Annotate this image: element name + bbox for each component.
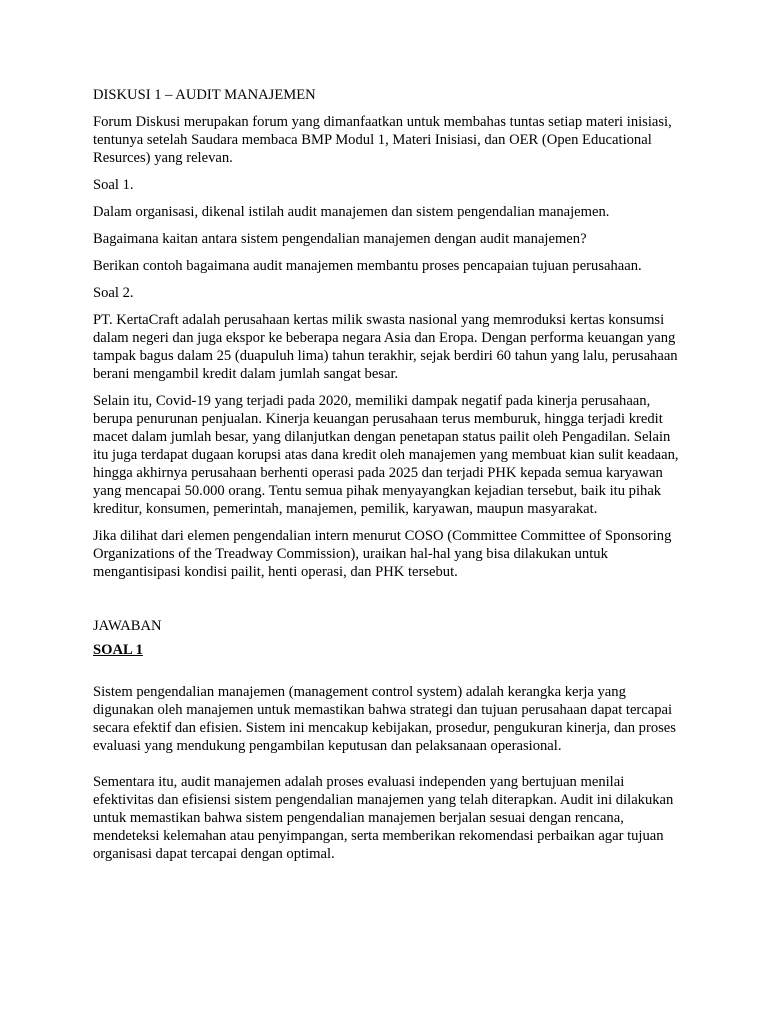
jawaban-label: JAWABAN xyxy=(93,618,162,634)
soal1-paragraph-2: Bagaimana kaitan antara sistem pengendalian manajemen dengan audit manajemen? xyxy=(93,231,587,247)
soal1-label: Soal 1. xyxy=(93,177,134,193)
soal1-paragraph-1: Dalam organisasi, dikenal istilah audit manajemen dan sistem pengendalian manajemen. xyxy=(93,204,610,220)
intro-paragraph: Forum Diskusi merupakan forum yang dimanfaatkan untuk membahas tuntas setiap materi inisiasi, tentunya setelah Saudara membaca BMP Modul 1, Materi Inisiasi, dan OER (Open Educational Resurces) yang relevan. xyxy=(93,114,672,166)
soal2-paragraph-1: PT. KertaCraft adalah perusahaan kertas milik swasta nasional yang memroduksi kertas konsumsi dalam negeri dan juga ekspor ke beberapa negara Asia dan Eropa. Dengan performa keuangan yang tampak bagus dalam 25 (duapuluh lima) tahun terakhir, sejak berdiri 60 tahun yang lalu, perusahaan berani mengambil kredit dalam jumlah sangat besar. xyxy=(93,312,678,382)
soal1-answer-heading: SOAL 1 xyxy=(93,642,143,658)
soal2-paragraph-2: Selain itu, Covid-19 yang terjadi pada 2020, memiliki dampak negatif pada kinerja perusahaan, berupa penurunan penjualan. Kinerja keuangan perusahaan terus memburuk, hingga terjadi kredit macet dalam jumlah besar, yang dilanjutkan dengan penetapan status pailit oleh Pengadilan. Selain itu juga terdapat dugaan korupsi atas dana kredit oleh manajemen yang membuat kian sulit keadaan, hingga akhirnya perusahaan berhenti operasi pada 2025 dan terjadi PHK kepada semua karyawan yang mencapai 50.000 orang. Tentu semua pihak menyayangkan kejadian tersebut, baik itu pihak kreditur, konsumen, pemerintah, manajemen, pemilik, karyawan, maupun masyarakat. xyxy=(93,393,679,517)
soal2-label: Soal 2. xyxy=(93,285,134,301)
answer-paragraph-2: Sementara itu, audit manajemen adalah proses evaluasi independen yang bertujuan menilai efektivitas dan efisiensi sistem pengendalian manajemen yang telah diterapkan. Audit ini dilakukan untuk memastikan bahwa sistem pengendalian manajemen berjalan sesuai dengan rencana, mendeteksi kelemahan atau penyimpangan, serta memberikan rekomendasi perbaikan agar tujuan organisasi dapat tercapai dengan optimal. xyxy=(93,774,674,862)
document-title: DISKUSI 1 – AUDIT MANAJEMEN xyxy=(93,87,316,103)
soal2-paragraph-3: Jika dilihat dari elemen pengendalian intern menurut COSO (Committee Committee of Sponsoring Organizations of the Treadway Commission), uraikan hal-hal yang bisa dilakukan untuk mengantisipasi kondisi pailit, henti operasi, dan PHK tersebut. xyxy=(93,528,672,580)
document-body xyxy=(93,86,683,872)
answer-paragraph-1: Sistem pengendalian manajemen (management control system) adalah kerangka kerja yang digunakan oleh manajemen untuk memastikan bahwa strategi dan tujuan perusahaan dapat tercapai secara efektif dan efisien. Sistem ini mencakup kebijakan, prosedur, pengukuran kinerja, dan proses evaluasi yang mendukung pengambilan keputusan dan pelaksanaan operasional. xyxy=(93,684,676,754)
soal1-paragraph-3: Berikan contoh bagaimana audit manajemen membantu proses pencapaian tujuan perusahaan. xyxy=(93,258,642,274)
